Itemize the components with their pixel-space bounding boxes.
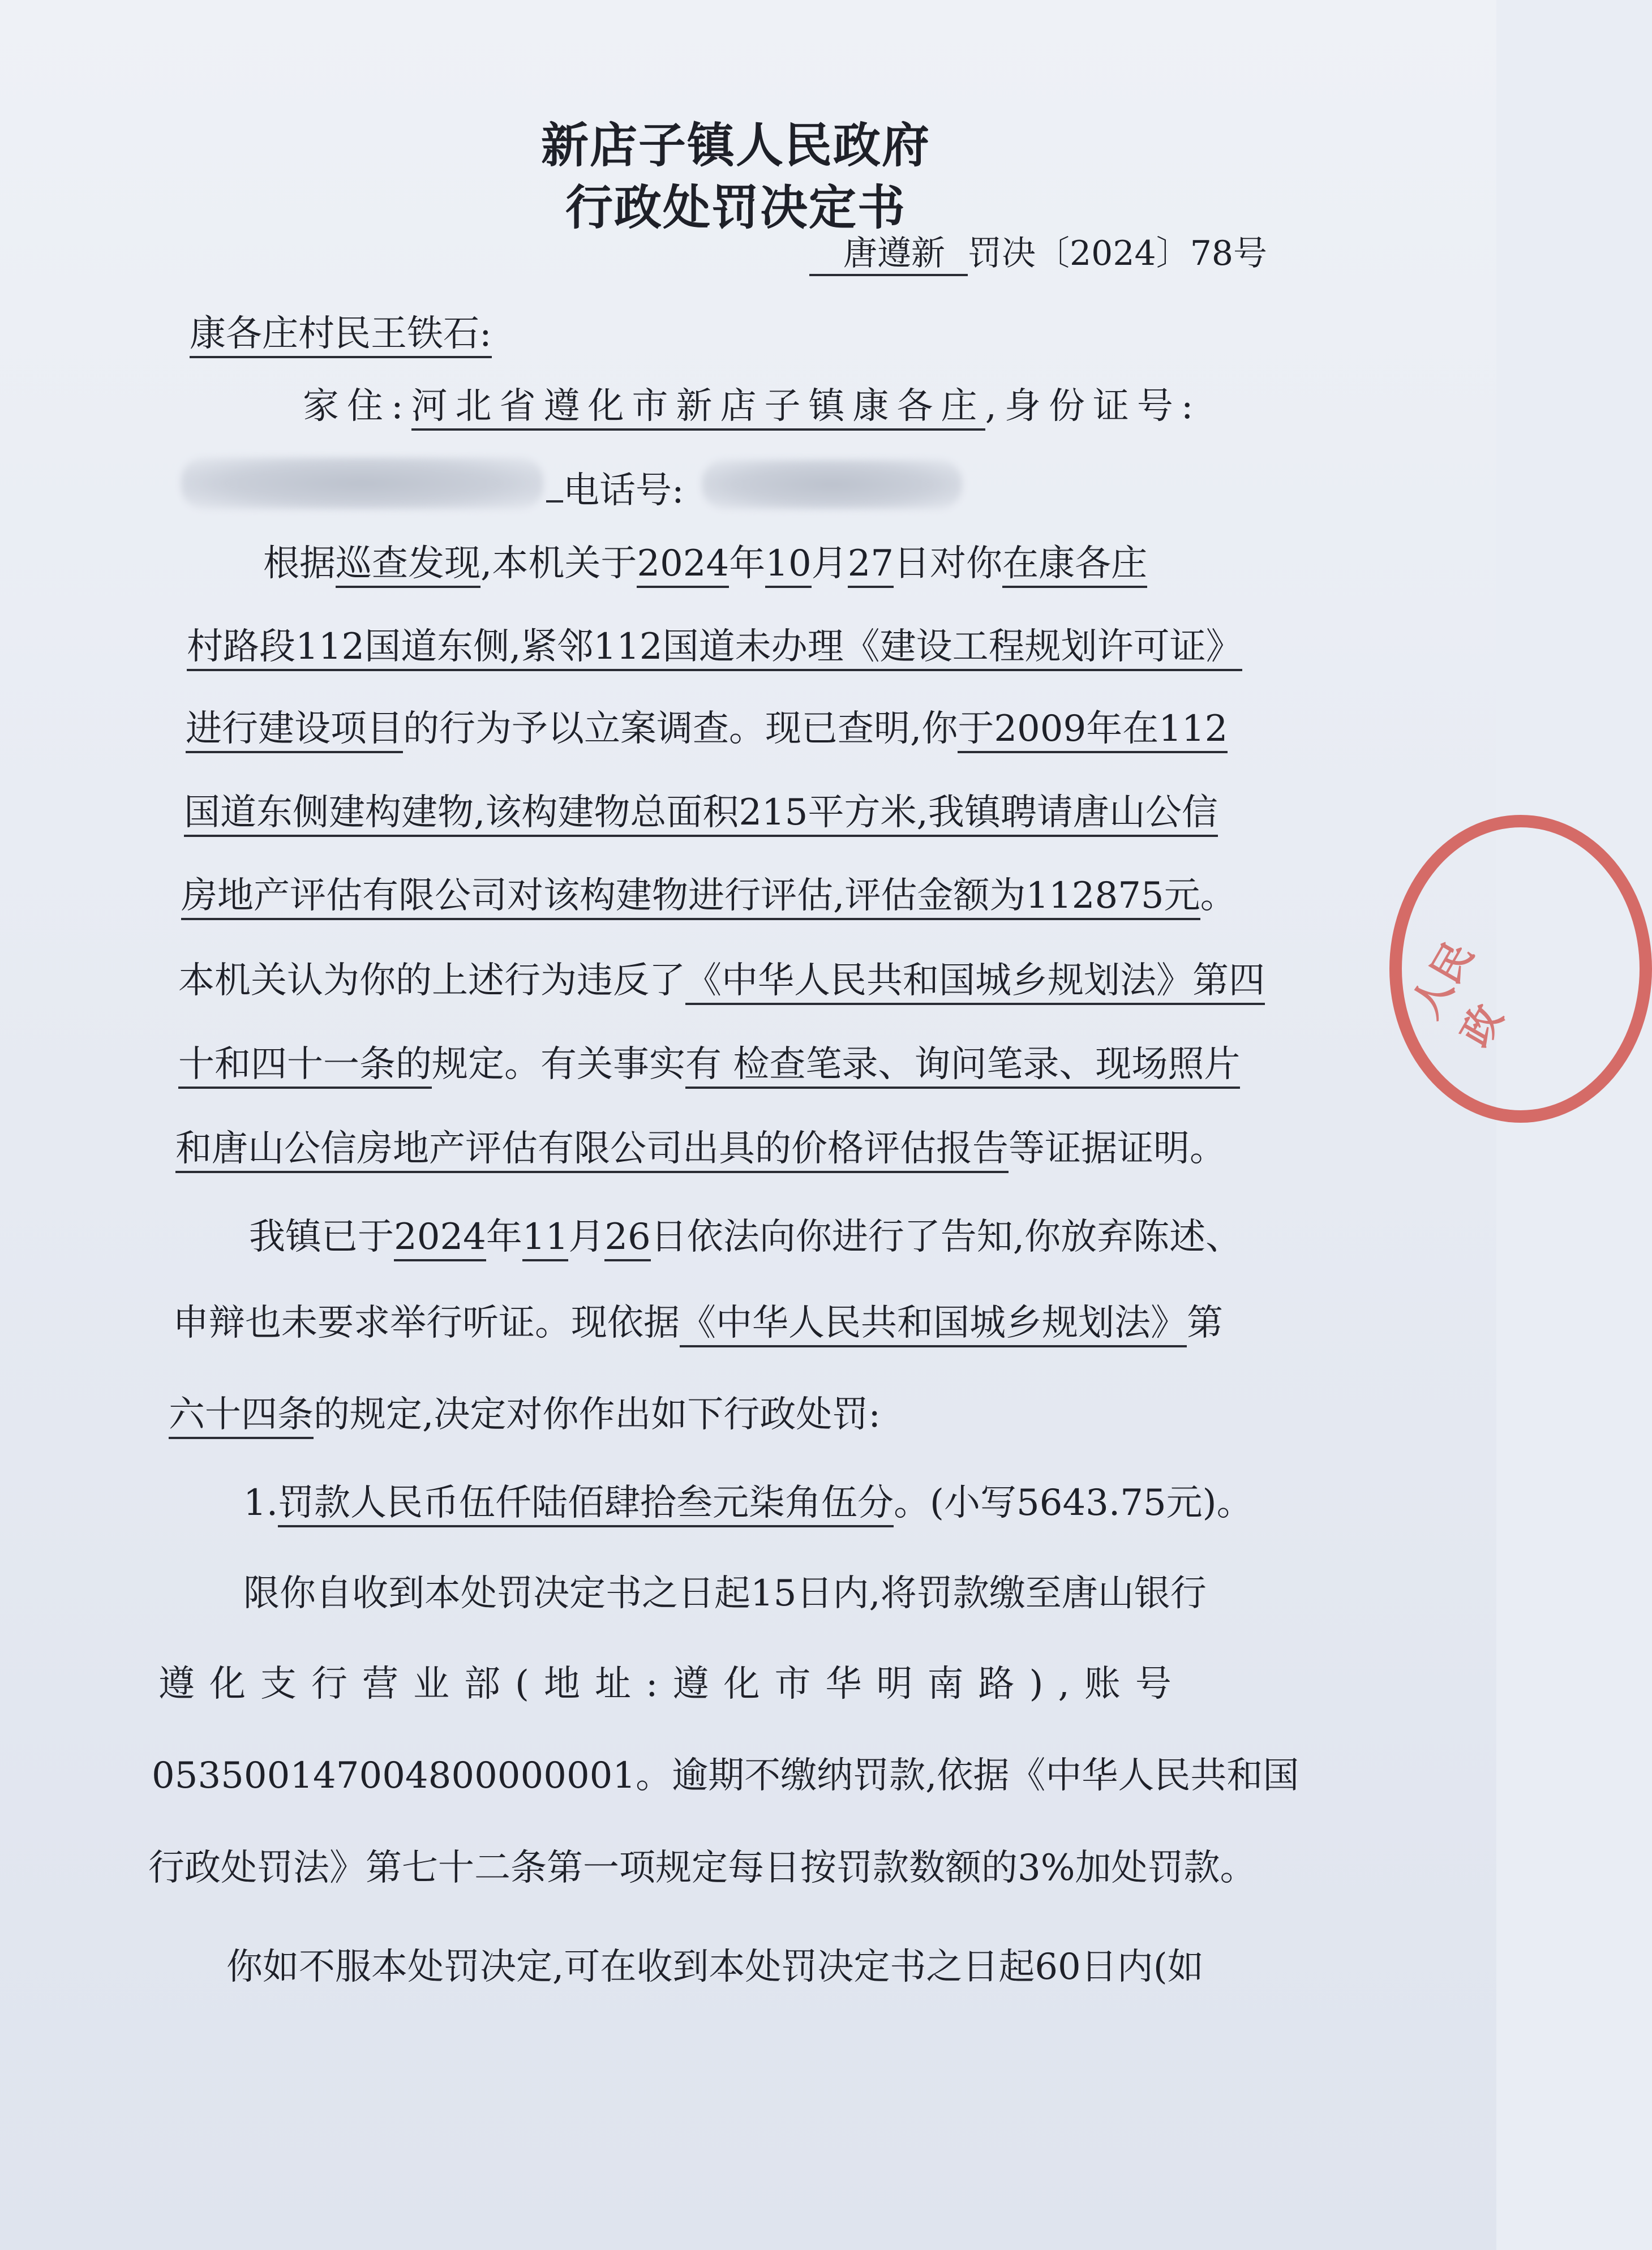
official-seal-text: 人民政 <box>1402 933 1512 1055</box>
address-line <box>303 385 1201 428</box>
document-number <box>809 233 1267 276</box>
body-line-3: 进行建设项目的行为予以立案调查。现已查明,你于2009年在112 <box>186 707 1228 751</box>
phone-label: 电话号: <box>563 470 684 512</box>
document-number-code: 唐遵新 <box>809 233 968 276</box>
id-label: ,身份证号: <box>985 385 1202 427</box>
home-label: 家住: <box>303 385 411 427</box>
document-issuer-title: 新店子镇人民政府 <box>540 117 930 173</box>
body-line-5: 房地产评估有限公司对该构建物进行评估,评估金额为112875元。 <box>181 874 1237 918</box>
body-line-6: 本机关认为你的上述行为违反了《中华人民共和国城乡规划法》第四 <box>178 959 1265 1003</box>
body-line-15: 053500147004800000001。逾期不缴纳罚款,依据《中华人民共和国 <box>152 1755 1299 1797</box>
redacted-phone-number <box>702 460 962 509</box>
body-line-11: 六十四条的规定,决定对你作出如下行政处罚: <box>169 1393 881 1437</box>
home-address: 河北省遵化市新店子镇康各庄 <box>411 385 985 431</box>
body-line-4: 国道东侧建构建物,该构建物总面积215平方米,我镇聘请唐山公信 <box>184 791 1218 835</box>
phone-line <box>546 467 684 513</box>
body-line-1: 根据巡查发现,本机关于2024年10月27日对你在康各庄 <box>263 542 1147 586</box>
body-line-9: 我镇已于2024年11月26日依法向你进行了告知,你放弃陈述、 <box>249 1216 1242 1259</box>
body-line-14: 遵化支行营业部(地址:遵化市华明南路),账号 <box>158 1663 1186 1705</box>
body-line-7: 十和四十一条的规定。有关事实有 检查笔录、询问笔录、现场照片 <box>178 1043 1240 1087</box>
document-type-title: 行政处罚决定书 <box>565 179 906 235</box>
body-line-10: 申辩也未要求举行听证。现依据《中华人民共和国城乡规划法》第 <box>173 1302 1223 1345</box>
body-line-8: 和唐山公信房地产评估有限公司出具的价格评估报告等证据证明。 <box>175 1127 1226 1171</box>
body-line-16: 行政处罚法》第七十二条第一项规定每日按罚款数额的3%加处罚款。 <box>148 1847 1256 1889</box>
document-number-suffix: 罚决〔2024〕78号 <box>968 234 1268 273</box>
redacted-id-number <box>181 457 543 509</box>
penalty-item-1: 1.罚款人民币伍仟陆佰肆拾叁元柒角伍分。(小写5643.75元)。 <box>243 1482 1253 1525</box>
body-line-2: 村路段112国道东侧,紧邻112国道未办理《建设工程规划许可证》 <box>187 625 1242 669</box>
addressee: 康各庄村民王铁石: <box>190 312 492 356</box>
body-line-17: 你如不服本处罚决定,可在收到本处罚决定书之日起60日内(如 <box>226 1946 1204 1988</box>
body-line-13: 限你自收到本处罚决定书之日起15日内,将罚款缴至唐山银行 <box>243 1573 1207 1614</box>
